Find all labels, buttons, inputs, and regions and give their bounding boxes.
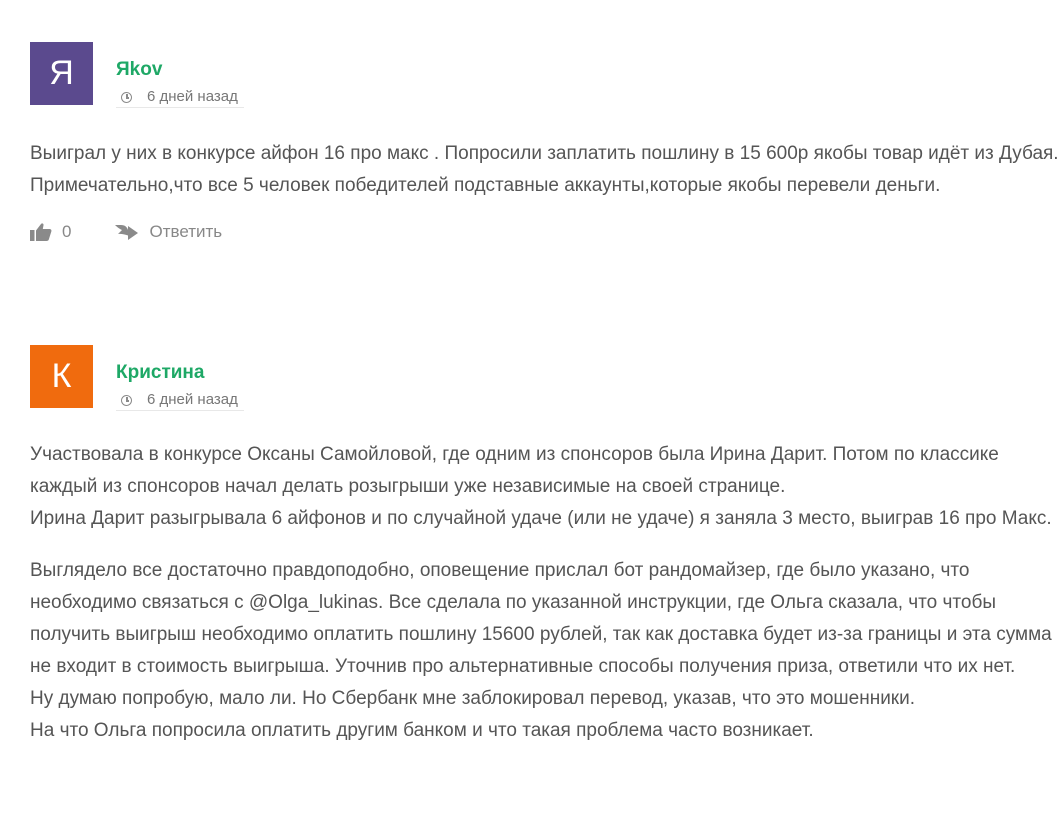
comment-paragraph: Выиграл у них в конкурсе айфон 16 про макс . Попросили заплатить пошлину в 15 600р якобы товар идёт из Дубая.: [30, 143, 1059, 164]
comment-meta: [116, 390, 244, 411]
reply-link[interactable]: Ответить: [149, 222, 223, 241]
comment: [30, 42, 1060, 244]
comment-paragraph: Участвовала в конкурсе Оксаны Самойловой, где одним из спонсоров была Ирина Дарит. Потом по классике каждый из спонсоров начал делать розыгрыши уже независимые на своей странице.: [30, 444, 999, 497]
comment-paragraph: Ирина Дарит разыгрывала 6 айфонов и по случайной удаче (или не удаче) я заняла 3 место, выиграв 16 про Макс.: [30, 508, 1052, 529]
thumbs-up-icon[interactable]: [30, 222, 52, 242]
author-name[interactable]: Кристина: [116, 362, 205, 383]
comment-time[interactable]: 6 дней назад: [147, 391, 238, 408]
like-count: 0: [62, 222, 72, 241]
comment: [30, 345, 1060, 747]
comment-header: [30, 345, 1060, 409]
comment-body: [30, 138, 1060, 202]
reply-arrow-icon[interactable]: [115, 223, 139, 241]
clock-icon: [121, 395, 132, 406]
avatar: Я: [30, 42, 93, 105]
comment-actions: [30, 220, 1060, 244]
comment-paragraph: Примечательно,что все 5 человек победителей подставные аккаунты,которые якобы перевели деньги.: [30, 175, 941, 196]
author-name[interactable]: Яkov: [116, 59, 163, 80]
comment-paragraph: Выглядело все достаточно правдоподобно, оповещение прислал бот рандомайзер, где было указано, что необходимо связаться с @Olga_lukinas. Все сделала по указанной инструкции, где Ольга сказала, что чтобы получить выигрыш необходимо оплатить пошлину 15600 рублей, так как доставка будет из-за границы и эта сумма не входит в стоимость выигрыша. Уточнив про альтернативные способы получения приза, ответили что их нет.: [30, 560, 1052, 677]
comment-paragraph: Ну думаю попробую, мало ли. Но Сбербанк мне заблокировал перевод, указав, что это мошенники.: [30, 688, 916, 709]
comment-time[interactable]: 6 дней назад: [147, 88, 238, 105]
avatar: К: [30, 345, 93, 408]
clock-icon: [121, 92, 132, 103]
comment-header: [30, 42, 1060, 106]
comment-body: [30, 439, 1060, 747]
comment-meta: [116, 87, 244, 108]
comment-paragraph: На что Ольга попросила оплатить другим банком и что такая проблема часто возникает.: [30, 720, 814, 741]
